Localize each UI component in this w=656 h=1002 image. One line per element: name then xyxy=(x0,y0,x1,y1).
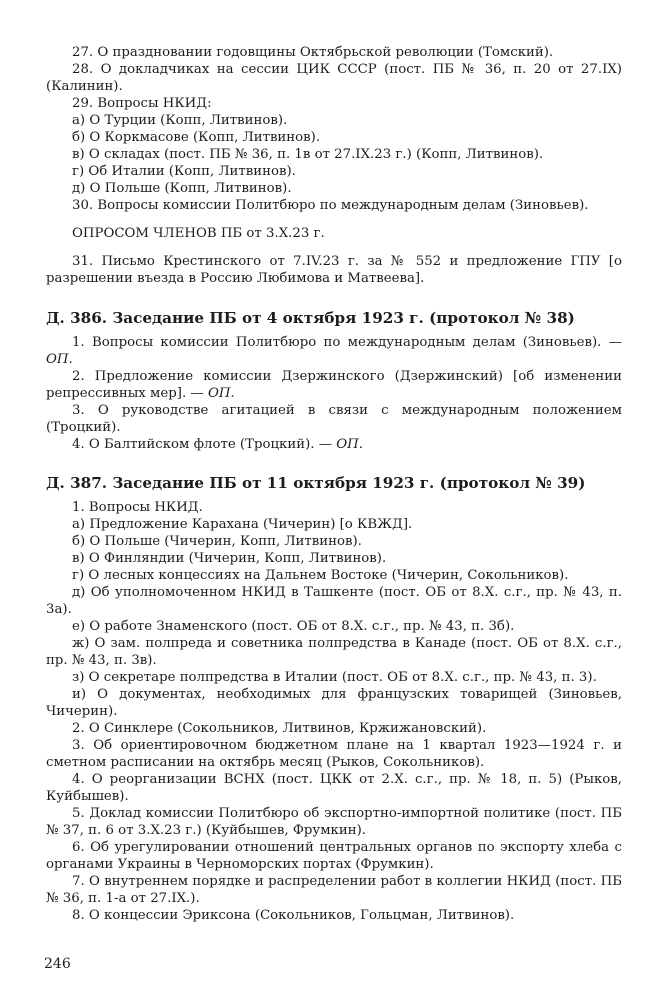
d387-item: з) О секретаре полпредства в Италии (пост. ОБ от 8.X. с.г., пр. № 43, п. 3). xyxy=(72,670,597,685)
d387-item: е) О работе Знаменского (пост. ОБ от 8.X. с.г., пр. № 43, п. 3б). xyxy=(72,619,515,634)
list-item-29: 29. Вопросы НКИД: xyxy=(72,96,212,111)
section-title-d387: Д. 387. Заседание ПБ от 11 октября 1923 г. (протокол № 39) xyxy=(46,474,586,492)
d386-item-2: 2. Предложение комиссии Дзержинского (Дзержинский) [об изменении репрессивных мер]. — ОП. xyxy=(46,369,622,401)
d387-item: и) О документах, необходимых для французских товарищей (Зиновьев, Чичерин). xyxy=(46,687,622,719)
list-item-28: 28. О докладчиках на сессии ЦИК СССР (пост. ПБ № 36, п. 20 от 27.IX) (Калинин). xyxy=(46,62,622,94)
d387-item: д) Об уполномоченном НКИД в Ташкенте (пост. ОБ от 8.X. с.г., пр. № 43, п. 3а). xyxy=(46,585,622,617)
d387-items xyxy=(46,499,622,924)
d386-item-3: 3. О руководстве агитацией в связи с международным положением (Троцкий). xyxy=(46,403,622,435)
d386-item-4: 4. О Балтийском флоте (Троцкий). — ОП. xyxy=(72,437,363,452)
opros-heading: ОПРОСОМ ЧЛЕНОВ ПБ от 3.X.23 г. xyxy=(72,226,325,241)
list-item-27: 27. О праздновании годовщины Октябрьской революции (Томский). xyxy=(72,45,554,60)
d387-item: 8. О концессии Эриксона (Сокольников, Гольцман, Литвинов). xyxy=(72,908,515,923)
d386-items xyxy=(46,334,622,453)
d387-item: а) Предложение Карахана (Чичерин) [о КВЖД]. xyxy=(72,517,413,532)
sub-item-29b: б) О Коркмасове (Копп, Литвинов). xyxy=(72,130,321,145)
page-number: 246 xyxy=(44,956,71,972)
d387-item: г) О лесных концессиях на Дальнем Востоке (Чичерин, Сокольников). xyxy=(72,568,569,583)
d387-item: 2. О Синклере (Сокольников, Литвинов, Кржижановский). xyxy=(72,721,487,736)
sub-item-29v: в) О складах (пост. ПБ № 36, п. 1в от 27.IX.23 г.) (Копп, Литвинов). xyxy=(72,147,544,162)
sub-item-29a: а) О Турции (Копп, Литвинов). xyxy=(72,113,288,128)
d387-item: 3. Об ориентировочном бюджетном плане на 1 квартал 1923—1924 г. и сметном расписании на октябрь месяц (Рыков, Сокольников). xyxy=(46,738,622,770)
d386-item-1: 1. Вопросы комиссии Политбюро по международным делам (Зиновьев). — ОП. xyxy=(46,335,622,367)
d387-item: 7. О внутреннем порядке и распределении работ в коллегии НКИД (пост. ПБ № 36, п. 1-а от 27.IX.). xyxy=(46,874,622,906)
d387-item: 4. О реорганизации ВСНХ (пост. ЦКК от 2.X. с.г., пр. № 18, п. 5) (Рыков, Куйбышев). xyxy=(46,772,622,804)
sub-item-29d: д) О Польше (Копп, Литвинов). xyxy=(72,181,292,196)
d387-item: 5. Доклад комиссии Политбюро об экспортно-импортной политике (пост. ПБ № 37, п. 6 от 3.X.23 г.) (Куйбышев, Фрумкин). xyxy=(46,806,622,838)
list-item-31: 31. Письмо Крестинского от 7.IV.23 г. за № 552 и предложение ГПУ [о разрешении въезда в Россию Любимова и Матвеева]. xyxy=(46,254,622,286)
list-item-30: 30. Вопросы комиссии Политбюро по международным делам (Зиновьев). xyxy=(72,198,589,213)
d387-item: 1. Вопросы НКИД. xyxy=(72,500,203,515)
d387-item: в) О Финляндии (Чичерин, Копп, Литвинов). xyxy=(72,551,387,566)
d387-item: б) О Польше (Чичерин, Копп, Литвинов). xyxy=(72,534,362,549)
document-page xyxy=(46,44,622,924)
section-title-d386: Д. 386. Заседание ПБ от 4 октября 1923 г. (протокол № 38) xyxy=(46,309,575,327)
d387-item: ж) О зам. полпреда и советника полпредства в Канаде (пост. ОБ от 8.X. с.г., пр. № 43, п. 3в). xyxy=(46,636,622,668)
sub-item-29g: г) Об Италии (Копп, Литвинов). xyxy=(72,164,296,179)
d387-item: 6. Об урегулировании отношений центральных органов по экспорту хлеба с органами Украины в Черноморских портах (Фрумкин). xyxy=(46,840,622,872)
